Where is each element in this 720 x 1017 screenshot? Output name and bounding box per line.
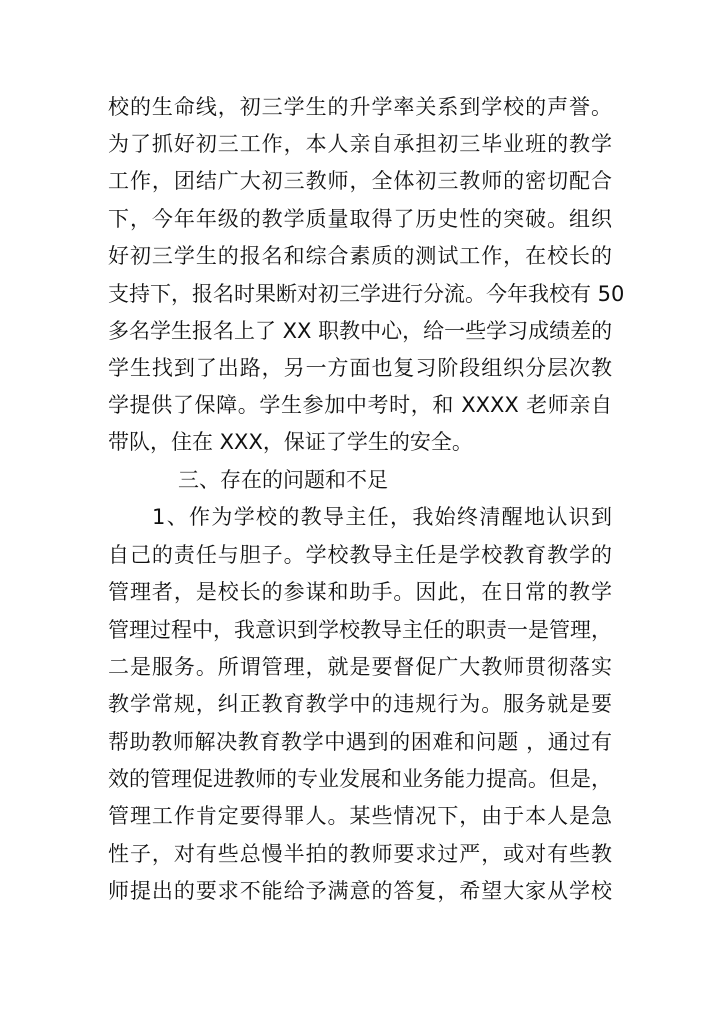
section-heading: 三、存在的问题和不足 xyxy=(178,468,388,492)
paragraph-2-line-9: 管理工作肯定要得罪人。某些情况下，由于本人是急 xyxy=(108,804,612,828)
paragraph-1-line-2: 为了抓好初三工作，本人亲自承担初三毕业班的教学 xyxy=(108,132,612,156)
paragraph-1-line-8: 学生找到了出路，另一方面也复习阶段组织分层次教 xyxy=(108,356,612,380)
paragraph-1-line-10: 带队，住在 XXX，保证了学生的安全。 xyxy=(108,430,473,454)
paragraph-1-line-5: 好初三学生的报名和综合素质的测试工作，在校长的 xyxy=(108,244,612,268)
paragraph-2-line-6: 教学常规，纠正教育教学中的违规行为。服务就是要 xyxy=(108,692,612,716)
paragraph-2-line-11: 师提出的要求不能给予满意的答复，希望大家从学校 xyxy=(108,879,612,903)
paragraph-2-line-4: 管理过程中，我意识到学校教导主任的职责一是管理， xyxy=(108,618,612,642)
paragraph-1-line-6: 支持下，报名时果断对初三学进行分流。今年我校有 50 xyxy=(108,282,625,306)
paragraph-1-line-7: 多名学生报名上了 XX 职教中心，给一些学习成绩差的 xyxy=(108,319,613,343)
paragraph-1-line-3: 工作，团结广大初三教师，全体初三教师的密切配合 xyxy=(108,169,612,193)
paragraph-2-line-3: 管理者，是校长的参谋和助手。因此，在日常的教学 xyxy=(108,580,612,604)
paragraph-1-line-9: 学提供了保障。学生参加中考时，和 XXXX 老师亲自 xyxy=(108,393,612,417)
paragraph-2-line-1: 1、作为学校的教导主任，我始终清醒地认识到 xyxy=(152,505,612,529)
paragraph-2-line-5: 二是服务。所谓管理，就是要督促广大教师贯彻落实 xyxy=(108,655,612,679)
paragraph-1-line-1: 校的生命线，初三学生的升学率关系到学校的声誉。 xyxy=(108,95,612,119)
paragraph-2-line-10: 性子，对有些总慢半拍的教师要求过严，或对有些教 xyxy=(108,842,612,866)
paragraph-2-line-2: 自己的责任与胆子。学校教导主任是学校教育教学的 xyxy=(108,543,612,567)
paragraph-2-line-8: 效的管理促进教师的专业发展和业务能力提高。但是， xyxy=(108,767,612,791)
paragraph-1-line-4: 下，今年年级的教学质量取得了历史性的突破。组织 xyxy=(108,207,612,231)
paragraph-2-line-7: 帮助教师解决教育教学中遇到的困难和问题 ，通过有 xyxy=(108,730,612,754)
